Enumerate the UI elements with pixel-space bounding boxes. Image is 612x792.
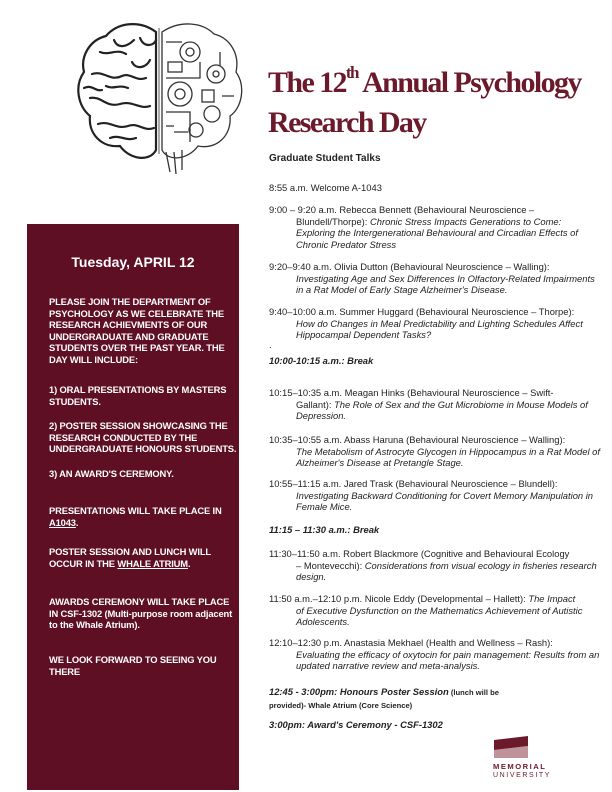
- talk-details: [269, 649, 601, 672]
- poster-session-note-2: provided): [269, 700, 304, 710]
- award-ceremony: 3:00pm: Award's Ceremony - CSF-1302: [269, 719, 443, 730]
- talk-title: Investigating Backward Conditioning for Covert Memory Manipulation in Female Mice.: [296, 489, 594, 512]
- talk-indent: Gallant):: [296, 398, 335, 410]
- presentations-text: PRESENTATIONS WILL TAKE PLACE IN: [49, 505, 222, 516]
- include-item-2: 2) POSTER SESSION SHOWCASING THE RESEARCH CONDUCTED BY THE UNDERGRADUATE HONOURS STUDENTS.: [49, 420, 237, 455]
- awards-location: AWARDS CEREMONY WILL TAKE PLACE IN CSF-1302 (Multi-purpose room adjacent to the Whale Atrium).: [49, 596, 233, 631]
- title-post: Annual Psychology Research Day: [268, 66, 581, 139]
- poster-session: [269, 686, 601, 711]
- closing-text: WE LOOK FORWARD TO SEEING YOU THERE: [49, 654, 217, 677]
- intro-text: PLEASE JOIN THE DEPARTMENT OF PSYCHOLOGY AS WE CELEBRATE THE RESEARCH ACHIEVMENTS OF OUR UNDERGRADUATE AND GRADUATE STUDENTS OVER THE PAST YEAR. THE DAY WILL INCLUDE:: [49, 296, 225, 365]
- talk-details: [269, 399, 601, 422]
- talk-head-title: The Impact: [528, 593, 576, 604]
- event-date: Tuesday, APRIL 12: [71, 254, 195, 270]
- talk-head: 11:50 a.m.–12:10 p.m. Nicole Eddy (Developmental – Hallett):: [269, 593, 529, 604]
- talk-item: [269, 548, 601, 583]
- poster-text: POSTER SESSION AND LUNCH WILL OCCUR IN THE: [49, 546, 211, 569]
- include-item-3: 3) AN AWARD'S CEREMONY.: [49, 468, 174, 479]
- poster-session-location: - Whale Atrium (Core Science): [303, 700, 413, 710]
- talk-head: 10:55–11:15 a.m. Jared Trask (Behavioural Neuroscience – Blundell):: [269, 478, 558, 489]
- poster-session-note: (lunch will be: [448, 688, 499, 697]
- title-pre: The 12: [268, 66, 346, 99]
- welcome: 8:55 a.m. Welcome A-1043: [269, 182, 382, 193]
- talk-head: 9:20–9:40 a.m. Olivia Dutton (Behavioural Neuroscience – Walling):: [269, 261, 550, 272]
- talk-title: Evaluating the efficacy of oxytocin for pain management: Results from an updated narrative review and meta-analysis.: [296, 648, 600, 671]
- talk-head: 10:15–10:35 a.m. Meagan Hinks (Behavioural Neuroscience – Swift-: [269, 387, 554, 398]
- talk-item: [269, 637, 601, 672]
- talk-head: 9:00 – 9:20 a.m. Rebecca Bennett (Behavioural Neuroscience –: [269, 204, 535, 215]
- title-superscript: th: [345, 63, 358, 82]
- talk-head: 10:35–10:55 a.m. Abass Haruna (Behavioural Neuroscience – Walling):: [269, 434, 566, 445]
- talk-item: [269, 387, 601, 422]
- brain-illustration: [70, 12, 248, 182]
- poster-room-link[interactable]: WHALE ATRIUM: [117, 557, 188, 569]
- talk-title: of Executive Dysfunction on the Mathematics Achievement of Autistic Adolescents.: [296, 604, 583, 627]
- include-item-1: 1) ORAL PRESENTATIONS BY MASTERS STUDENTS.: [49, 384, 227, 407]
- talk-item: [269, 434, 601, 469]
- talk-indent: – Montevecchi):: [296, 559, 365, 571]
- talk-title: The Metabolism of Astrocyte Glycogen in Hippocampus in a Rat Model of Alzheimer's Disease at Pretangle Stage.: [296, 445, 600, 468]
- talk-item: [269, 306, 601, 341]
- schedule-heading: Graduate Student Talks: [269, 153, 381, 164]
- poster-session-main: 12:45 - 3:00pm: Honours Poster Session: [269, 686, 449, 697]
- talk-item: [269, 593, 601, 628]
- talk-title: Investigating Age and Sex Differences In Olfactory-Related Impairments in a Rat Model of Early Stage Alzheimer's Disease.: [296, 272, 595, 295]
- info-panel: [27, 224, 239, 790]
- talk-details: [269, 216, 601, 251]
- presentations-location: [49, 505, 239, 528]
- talk-head: 11:30–11:50 a.m. Robert Blackmore (Cognitive and Behavioural Ecology: [269, 548, 570, 559]
- talk-details: [269, 273, 601, 296]
- talk-title: Chronic Stress Impacts Generations to Come: Exploring the Intergenerational Behavioural and Circadian Effects of Chronic Predator Stress: [296, 215, 578, 250]
- talk-details: [269, 318, 601, 341]
- talk-head: 12:10–12:30 p.m. Anastasia Mekhael (Health and Wellness – Rash):: [269, 637, 553, 648]
- presentations-end: .: [75, 516, 79, 528]
- logo-line-2: UNIVERSITY: [493, 772, 552, 779]
- poster-location: [49, 546, 239, 569]
- talk-title: Considerations from visual ecology in fisheries research design.: [296, 559, 597, 582]
- talk-title: How do Changes in Meal Predictability and Lighting Schedules Affect Hippocampal Dependent Tasks?: [296, 317, 583, 340]
- talk-title: The Role of Sex and the Gut Microbiome in Mouse Models of Depression.: [296, 398, 588, 421]
- talk-details: [269, 446, 601, 469]
- logo-line-1: MEMORIAL: [493, 762, 547, 771]
- talk-item: [269, 478, 601, 513]
- separator-dot: .: [269, 339, 272, 350]
- page-title: [268, 56, 598, 143]
- talk-item: [269, 204, 601, 250]
- talk-details: [269, 605, 601, 628]
- talk-details: [269, 490, 601, 513]
- talk-details: [269, 560, 601, 583]
- break-2: 11:15 – 11:30 a.m.: Break: [269, 524, 380, 535]
- talk-item: [269, 261, 601, 296]
- talk-head: 9:40–10:00 a.m. Summer Huggard (Behavioural Neuroscience – Thorpe):: [269, 306, 575, 317]
- talk-indent: Blundell/Thorpe):: [296, 215, 370, 227]
- presentations-room-link[interactable]: A1043: [49, 516, 76, 528]
- poster-end: .: [187, 557, 191, 569]
- break-1: 10:00-10:15 a.m.: Break: [269, 355, 374, 366]
